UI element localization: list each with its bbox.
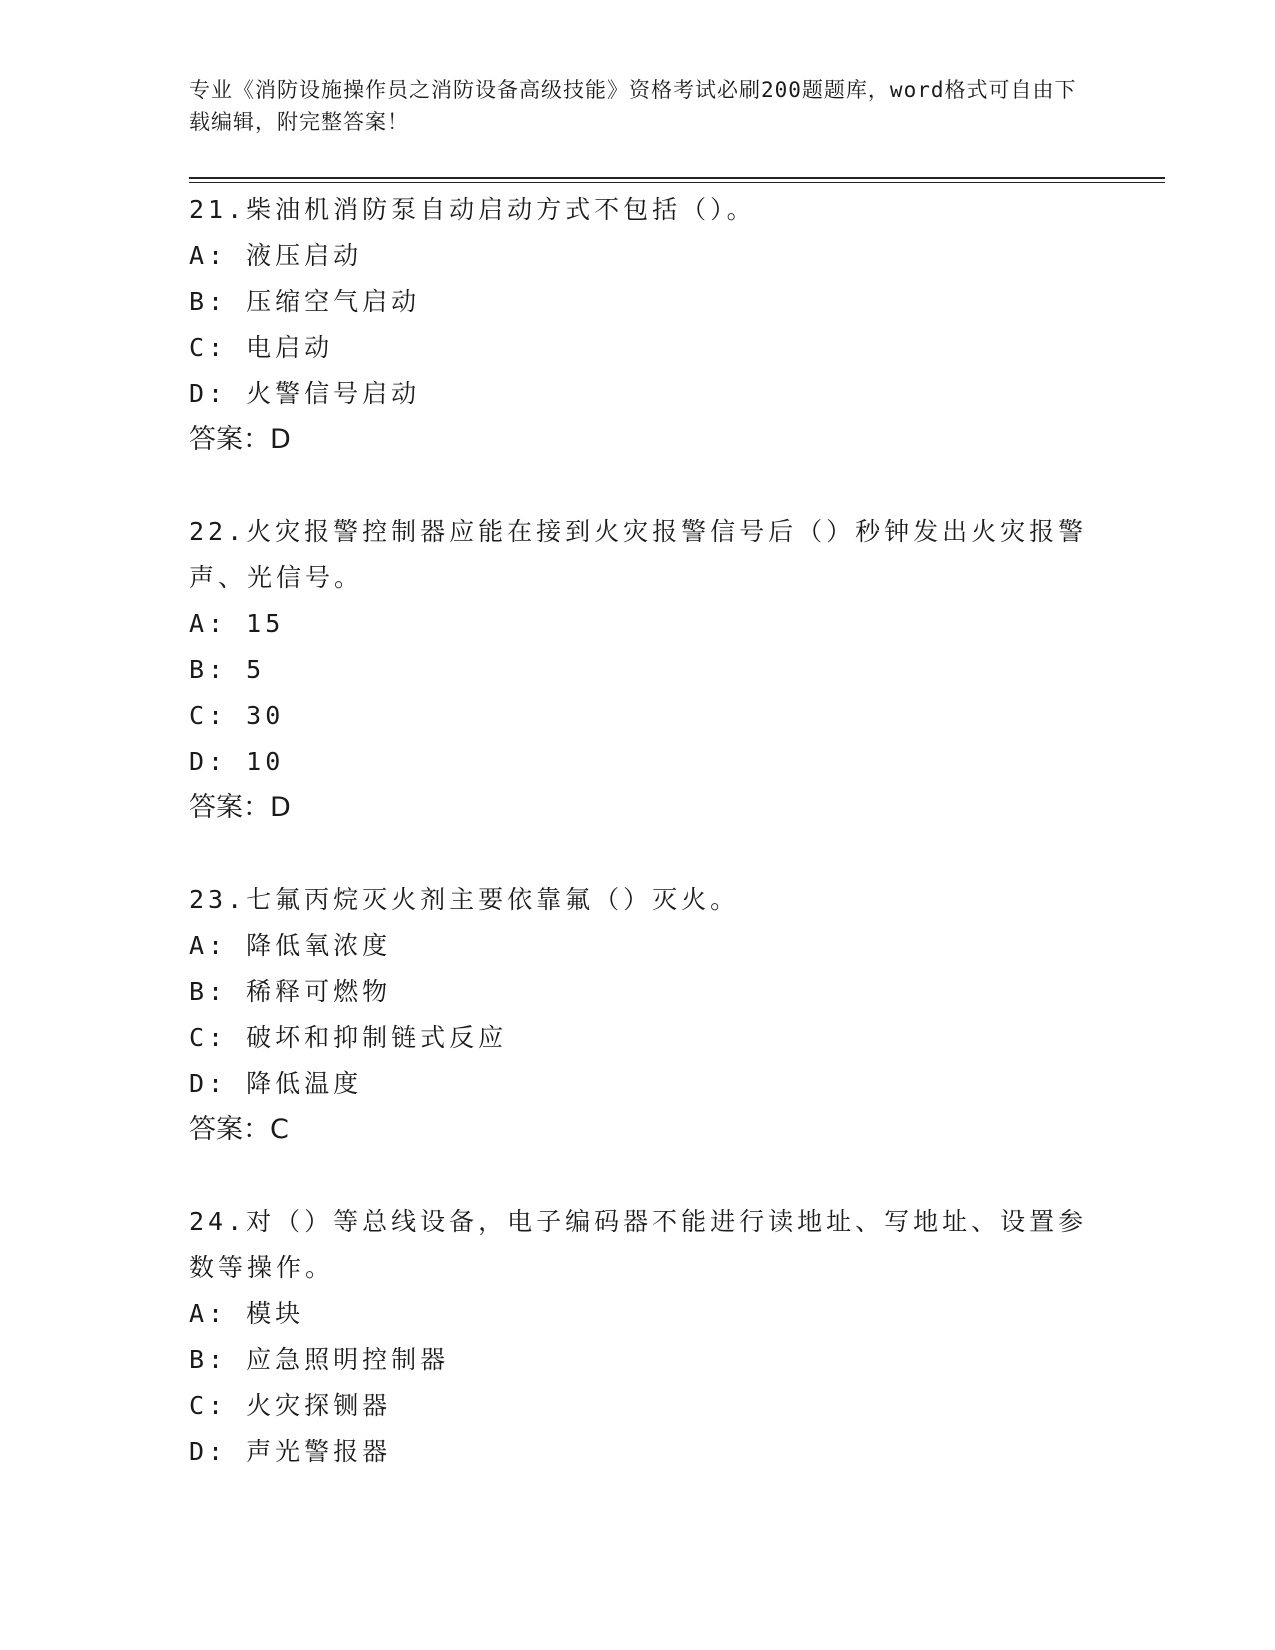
option-d: D: 声光警报器	[189, 1437, 392, 1466]
option-c: C: 火灾探铡器	[189, 1391, 392, 1420]
question-stem: 24.对（）等总线设备，电子编码器不能进行读地址、写地址、设置参数等操作。	[189, 1207, 1088, 1282]
option-d: D: 10	[189, 747, 285, 776]
option-a: A: 液压启动	[189, 241, 363, 270]
document-intro: 专业《消防设施操作员之消防设备高级技能》资格考试必刷200题题库，word格式可自由下载编辑，附完整答案！	[189, 78, 1077, 134]
question-stem: 22.火灾报警控制器应能在接到火灾报警信号后（）秒钟发出火灾报警声、光信号。	[189, 517, 1088, 592]
question-spacer	[189, 463, 1089, 509]
question-21	[189, 187, 1089, 463]
option-b: B: 应急照明控制器	[189, 1345, 450, 1374]
question-22	[189, 509, 1089, 831]
option-d: D: 降低温度	[189, 1069, 363, 1098]
option-b: B: 5	[189, 655, 266, 684]
answer-line: 答案：C	[189, 1114, 289, 1145]
question-spacer	[189, 831, 1089, 877]
question-stem: 21.柴油机消防泵自动启动方式不包括（）。	[189, 195, 756, 224]
option-a: A: 模块	[189, 1299, 305, 1328]
question-stem: 23.七氟丙烷灭火剂主要依靠氟（）灭火。	[189, 885, 740, 914]
answer-line: 答案：D	[189, 424, 291, 455]
option-d: D: 火警信号启动	[189, 379, 421, 408]
option-b: B: 压缩空气启动	[189, 287, 421, 316]
option-c: C: 电启动	[189, 333, 334, 362]
option-a: A: 15	[189, 609, 285, 638]
question-list	[189, 187, 1089, 1475]
question-spacer	[189, 1153, 1089, 1199]
header-divider-thin	[189, 182, 1165, 183]
option-b: B: 稀释可燃物	[189, 977, 392, 1006]
question-23	[189, 877, 1089, 1153]
question-24	[189, 1199, 1089, 1475]
option-c: C: 破坏和抑制链式反应	[189, 1023, 508, 1052]
option-a: A: 降低氧浓度	[189, 931, 392, 960]
answer-line: 答案：D	[189, 792, 291, 823]
header-divider-thick	[189, 177, 1165, 179]
option-c: C: 30	[189, 701, 285, 730]
